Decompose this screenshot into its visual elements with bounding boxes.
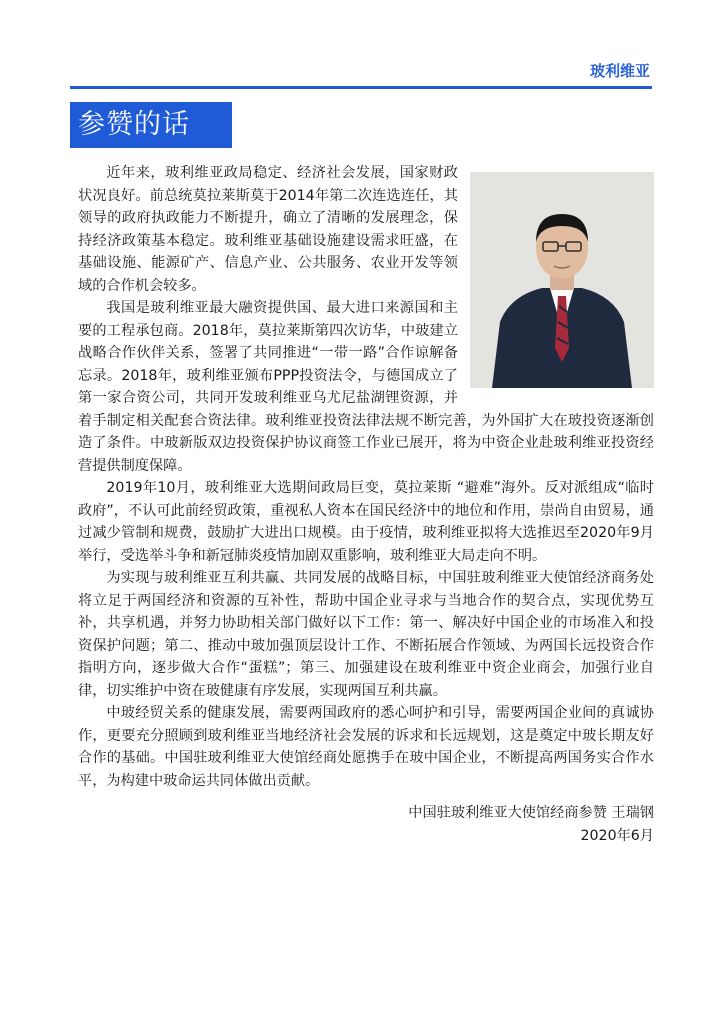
counselor-portrait xyxy=(470,172,654,388)
article-body xyxy=(78,162,654,847)
signature-block xyxy=(78,802,654,847)
paragraph-4: 为实现与玻利维亚互利共赢、共同发展的战略目标，中国驻玻利维亚大使馆经济商务处将立足于两国经济和资源的互补性，帮助中国企业寻求与当地合作的契合点，实现优势互补，共享机遇，并努力协助相关部门做好以下工作：第一、解决好中国企业的市场准入和投资保护问题；第二、推动中玻加强顶层设计工作、不断拓展合作领域、为两国长远投资合作指明方向，逐步做大合作“蛋糕”；第三、加强建设在玻利维亚中资企业商会，加强行业自律，切实维护中资在玻健康有序发展，实现两国互利共赢。 xyxy=(78,570,654,699)
paragraph-2: 我国是玻利维亚最大融资提供国、最大进口来源国和主要的工程承包商。2018年，莫拉莱斯第四次访华，中玻建立战略合作伙伴关系，签署了共同推进“一带一路”合作谅解备忘录。2018年，玻利维亚颁布PPP投资法令，与德国成立了第一家合资公司，共同开发玻利维亚乌尤尼盐湖锂资源，并着手制定相关配套合资法律。玻利维亚投资法律法规不断完善，为外国扩大在玻投资逐渐创造了条件。中玻新版双边投资保护协议商签工作业已展开，将为中资企业赴玻利维亚投资经营提供制度保障。 xyxy=(78,300,654,474)
header-divider xyxy=(70,86,652,89)
header-country-label: 玻利维亚 xyxy=(589,62,650,80)
paragraph-5: 中玻经贸关系的健康发展，需要两国政府的悉心呵护和引导，需要两国企业间的真诚协作，更要充分照顾到玻利维亚当地经济社会发展的诉求和长远规划，这是奠定中玻长期友好合作的基础。中国驻玻利维亚大使馆经商处愿携手在玻中国企业，不断提高两国务实合作水平，为构建中玻命运共同体做出贡献。 xyxy=(78,705,654,789)
page-title: 参赞的话 xyxy=(78,109,190,140)
signature-author: 中国驻玻利维亚大使馆经商参赞 王瑞钢 xyxy=(408,805,654,821)
paragraph-1: 近年来，玻利维亚政局稳定、经济社会发展，国家财政状况良好。前总统莫拉莱斯莫于2014年第二次连选连任，其领导的政府执政能力不断提升，确立了清晰的发展理念，保持经济政策基本稳定。玻利维亚基础设施建设需求旺盛，在基础设施、能源矿产、信息产业、公共服务、农业开发等领域的合作机会较多。 xyxy=(78,162,654,297)
signature-date: 2020年6月 xyxy=(580,827,654,844)
paragraph-3: 2019年10月，玻利维亚大选期间政局巨变，莫拉莱斯 “避难”海外。反对派组成“临时政府”，不认可此前经贸政策，重视私人资本在国民经济中的地位和作用，崇尚自由贸易，通过减少管制和规费，鼓励扩大进出口规模。由于疫情，玻利维亚拟将大选推迟至2020年9月举行，受选举斗争和新冠肺炎疫情加剧双重影响，玻利维亚大局走向不明。 xyxy=(78,480,654,564)
